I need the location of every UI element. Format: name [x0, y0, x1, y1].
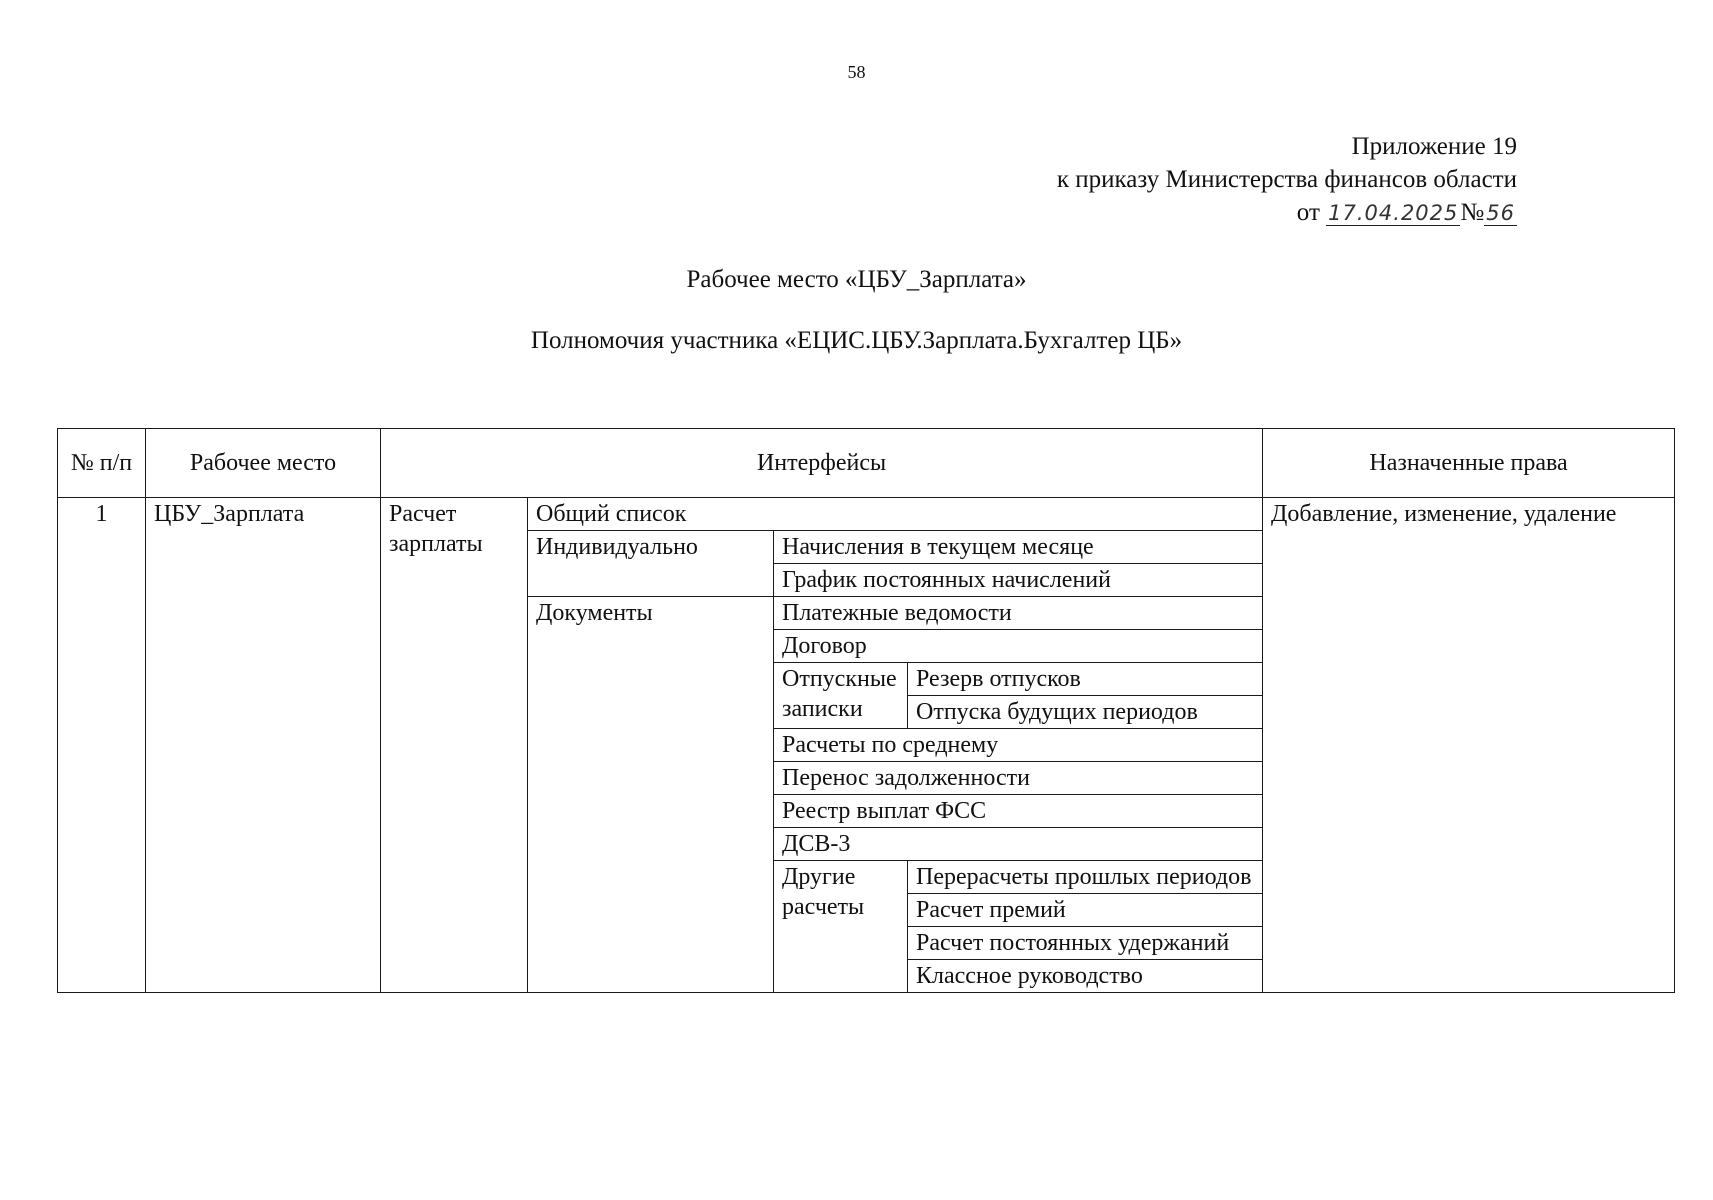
cell-average-calc: Расчеты по среднему [774, 729, 1263, 762]
appendix-order: к приказу Министерства финансов области [1056, 166, 1517, 193]
cell-workplace: ЦБУ_Зарплата [146, 498, 381, 993]
cell-num: 1 [58, 498, 146, 993]
cell-dsv3: ДСВ-3 [774, 828, 1263, 861]
header-rights: Назначенные права [1263, 429, 1675, 498]
appendix-title: Приложение 19 [1351, 133, 1517, 160]
cell-rights: Добавление, изменение, удаление [1263, 498, 1675, 993]
cell-individual: Индивидуально [528, 531, 774, 597]
cell-payment-statements: Платежные ведомости [774, 597, 1263, 630]
table-row [58, 498, 1675, 531]
handwritten-number: 56 [1486, 201, 1515, 225]
cell-vacation-sub: Резерв отпусков [908, 663, 1263, 696]
header-num: № п/п [58, 429, 146, 498]
date-prefix: от [1296, 199, 1320, 226]
cell-documents: Документы [528, 597, 774, 993]
cell-other-sub: Перерасчеты прошлых периодов [908, 861, 1263, 894]
appendix-date-line [1057, 196, 1517, 229]
number-sign: № [1460, 199, 1485, 226]
permissions-title: Полномочия участника «ЕЦИС.ЦБУ.Зарплата.Бухгалтер ЦБ» [530, 327, 1183, 354]
appendix-block [1057, 130, 1517, 229]
cell-fss-registry: Реестр выплат ФСС [774, 795, 1263, 828]
cell-section: Расчет зарплаты [381, 498, 528, 993]
header-interfaces: Интерфейсы [381, 429, 1263, 498]
header-row [58, 429, 1675, 498]
cell-general-list: Общий список [528, 498, 1263, 531]
cell-other-sub: Расчет премий [908, 894, 1263, 927]
cell-other-sub: Классное руководство [908, 960, 1263, 993]
cell-vacation-sub: Отпуска будущих периодов [908, 696, 1263, 729]
cell-debt-transfer: Перенос задолженности [774, 762, 1263, 795]
cell-vacation-notes: Отпускные записки [774, 663, 908, 729]
workplace-title: Рабочее место «ЦБУ_Зарплата» [686, 266, 1027, 293]
header-workplace: Рабочее место [146, 429, 381, 498]
cell-other-calc: Другие расчеты [774, 861, 908, 993]
cell-individual-item: Начисления в текущем месяце [774, 531, 1263, 564]
handwritten-date: 17.04.2025 [1328, 201, 1459, 225]
permissions-table [57, 428, 1675, 993]
cell-other-sub: Расчет постоянных удержаний [908, 927, 1263, 960]
page-number: 58 [847, 62, 866, 82]
cell-individual-item: График постоянных начислений [774, 564, 1263, 597]
cell-contract: Договор [774, 630, 1263, 663]
